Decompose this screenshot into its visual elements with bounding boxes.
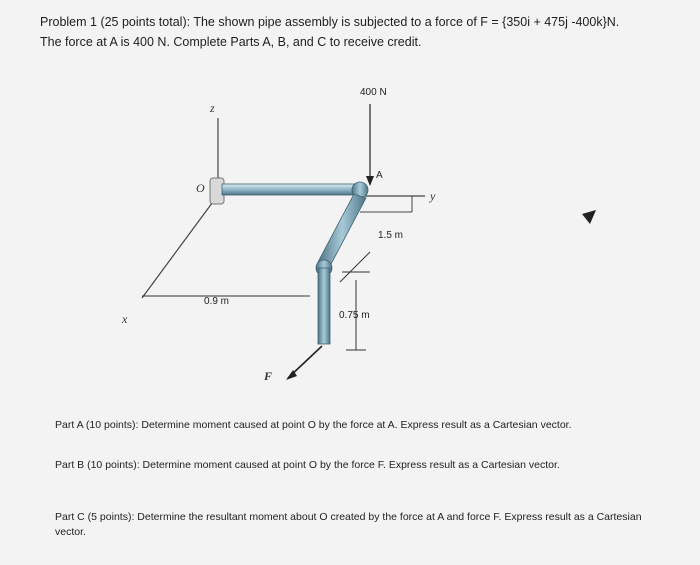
point-a-label: A bbox=[376, 170, 383, 181]
force-f-label: F bbox=[264, 369, 273, 383]
pipe-segment-diagonal bbox=[318, 194, 366, 266]
origin-label: O bbox=[196, 181, 205, 195]
problem-statement-line1: Problem 1 (25 points total): The shown pipe assembly is subjected to a force of F = {350i + 475j -400k}N. bbox=[40, 15, 620, 29]
dim-0-9-label: 0.9 m bbox=[204, 296, 230, 307]
pipe-segment-vertical bbox=[318, 268, 330, 344]
z-axis-label: z bbox=[210, 101, 215, 115]
pipe-segment-oa bbox=[222, 184, 362, 195]
dim-1-5-tick bbox=[340, 252, 370, 282]
part-b-text: Part B (10 points): Determine moment caused at point O by the force F. Express result as a Cartesian vector. bbox=[55, 459, 560, 471]
y-axis-label: y bbox=[430, 189, 436, 203]
part-c-text: Part C (5 points): Determine the resultant moment about O created by the force at A and force F. Express result as a Cartesian vector. bbox=[55, 511, 642, 538]
stray-arrow-mark bbox=[582, 210, 596, 224]
force-a-magnitude-label: 400 N bbox=[360, 87, 387, 98]
force-a-arrowhead bbox=[366, 176, 374, 186]
part-a-text: Part A (10 points): Determine moment caused at point O by the force at A. Express result as a Cartesian vector. bbox=[55, 419, 572, 431]
x-axis-line bbox=[142, 195, 218, 298]
dim-0-75-label: 0.75 m bbox=[339, 310, 370, 321]
dim-1-5-label: 1.5 m bbox=[378, 230, 404, 241]
x-axis-label: x bbox=[122, 312, 128, 326]
problem-statement-line2: The force at A is 400 N. Complete Parts A, B, and C to receive credit. bbox=[40, 35, 422, 49]
